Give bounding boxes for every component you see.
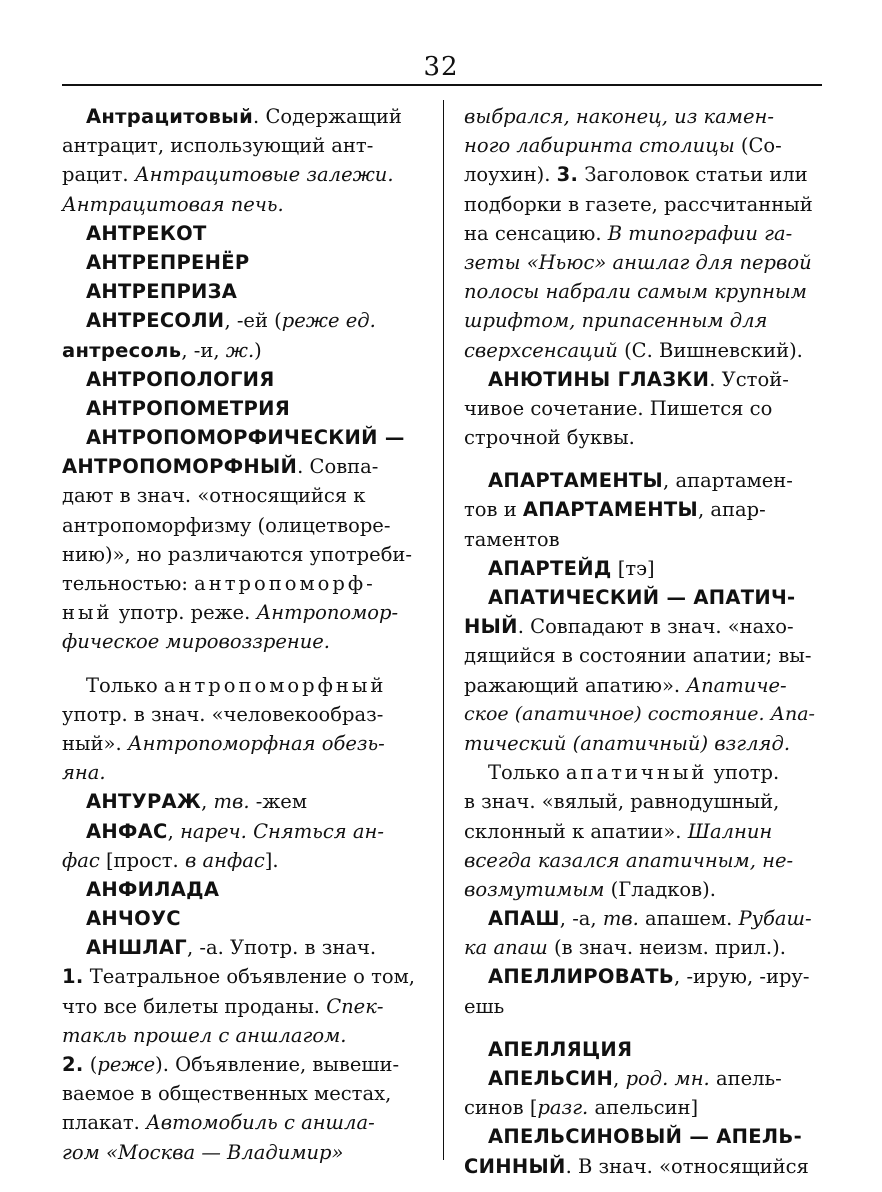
text-line	[464, 729, 820, 758]
text-line	[62, 365, 418, 394]
example-text: Антрацитовая печь.	[62, 192, 284, 216]
headword: 1.	[62, 965, 84, 989]
line-text: , апартамен-	[663, 469, 793, 493]
line-text: синов [	[464, 1096, 538, 1120]
headword: АПАТИЧЕСКИЙ — АПАТИЧ-	[488, 586, 796, 609]
line-text: апельсин]	[588, 1096, 699, 1120]
text-line	[464, 495, 820, 524]
example-text: Автомобиль с аншла-	[146, 1111, 375, 1135]
line-text: , -а. Употр. в знач.	[187, 936, 377, 960]
text-line	[464, 1152, 820, 1181]
text-line	[464, 817, 820, 846]
line-text: рацит.	[62, 163, 135, 187]
example-text: такль прошел с аншлагом.	[62, 1023, 347, 1047]
example-text: фас	[62, 848, 100, 872]
column-divider	[443, 100, 444, 1160]
text-line	[464, 1035, 820, 1064]
line-text: Театральное объявление о том,	[83, 965, 415, 989]
line-text: (Гладков).	[604, 877, 716, 901]
headword: АНТРОПОМЕТРИЯ	[86, 396, 291, 420]
line-text: . В знач. «относящийся	[565, 1154, 809, 1178]
line-text: апель-	[709, 1067, 782, 1090]
line-text: , -ей (	[224, 309, 282, 333]
text-line	[62, 190, 418, 219]
text-line	[62, 160, 418, 189]
line-text: склонный к апатии».	[464, 819, 688, 843]
line-text: ,	[167, 819, 181, 843]
text-line	[62, 598, 418, 627]
example-text: Антрацитовые залежи.	[134, 163, 394, 187]
line-text: тов и	[464, 498, 523, 522]
example-text: Антропомор-	[256, 601, 399, 625]
line-text: ешь	[464, 994, 505, 1018]
line-text: плакат.	[62, 1111, 147, 1135]
headword: 2.	[62, 1053, 84, 1076]
line-text: что все билеты проданы.	[62, 994, 327, 1018]
text-line	[62, 787, 418, 816]
line-text: употр. в знач. «человекообраз-	[62, 702, 384, 726]
headword: АНФАС	[86, 819, 168, 843]
line-text: ный».	[62, 731, 128, 755]
example-text: выбрался, наконец, из камен-	[464, 105, 774, 128]
line-text: дают в знач. «относящийся к	[62, 484, 366, 508]
line-text: лоухин).	[464, 163, 557, 187]
text-line	[62, 729, 418, 758]
headword: АНТРЕКОТ	[86, 221, 207, 245]
text-line	[62, 904, 418, 933]
text-line	[464, 248, 820, 277]
text-line	[62, 817, 418, 846]
text-line	[62, 131, 418, 160]
text-line	[62, 758, 418, 787]
example-text: всегда казался апатичным, не-	[464, 848, 794, 872]
headword: АНТРОПОЛОГИЯ	[86, 367, 275, 391]
text-line	[464, 277, 820, 306]
spaced-word: антропоморф-	[194, 572, 376, 595]
paragraph-gap	[464, 1021, 820, 1035]
text-line	[62, 1108, 418, 1137]
example-text: реже ед.	[281, 309, 376, 333]
headword: АНТРОПОМОРФНЫЙ	[62, 455, 298, 479]
line-text: антрацит, использующий ант-	[62, 134, 374, 158]
line-text: таментов	[464, 527, 560, 551]
line-text: ваемое в общественных местах,	[62, 1082, 392, 1106]
example-text: ж.	[225, 338, 255, 362]
headword: АПЕЛЬСИН	[488, 1067, 614, 1090]
line-text: , -а,	[559, 907, 603, 931]
text-line	[464, 1122, 820, 1151]
text-line	[62, 875, 418, 904]
line-text: в знач. «вялый, равнодушный,	[464, 790, 780, 814]
headword: АПЕЛЬСИНОВЫЙ — АПЕЛЬ-	[488, 1125, 802, 1149]
example-text: зеты «Ньюс» аншлаг для первой	[464, 250, 812, 274]
text-line	[464, 306, 820, 335]
headword: АНФИЛАДА	[86, 877, 220, 901]
example-text: Антропоморфная обезь-	[127, 731, 385, 755]
text-line	[464, 160, 820, 189]
example-text: Шалнин	[687, 819, 773, 843]
line-text: , апар-	[697, 498, 766, 522]
example-text: шрифтом, припасенным для	[464, 309, 768, 333]
example-text: Рубаш-	[738, 907, 812, 931]
headword: НЫЙ	[464, 615, 518, 639]
text-line	[464, 466, 820, 495]
text-line	[464, 1093, 820, 1122]
example-text: ское (апатичное) состояние. Апа-	[464, 702, 815, 725]
text-line	[62, 452, 418, 481]
text-line	[62, 481, 418, 510]
paragraph-gap	[62, 657, 418, 671]
text-line	[62, 423, 418, 452]
text-line	[464, 131, 820, 160]
headword: АНТУРАЖ	[86, 790, 202, 814]
text-line	[464, 219, 820, 248]
text-line	[464, 700, 820, 729]
text-line	[62, 306, 418, 335]
paragraph-gap	[464, 452, 820, 466]
headword: АНТРОПОМОРФИЧЕСКИЙ —	[86, 426, 405, 450]
line-text: . Совпадают в знач. «нахо-	[517, 615, 794, 639]
example-text: разг.	[537, 1096, 589, 1120]
line-text: употр.	[707, 761, 780, 785]
example-text: яна.	[62, 761, 106, 785]
text-line	[62, 336, 418, 365]
headword: АНТРЕСОЛИ	[86, 309, 225, 333]
line-text: ражающий апатию».	[464, 673, 687, 697]
line-text: Только	[488, 761, 566, 785]
spaced-word: антропоморфный	[163, 673, 387, 697]
headword: АПЕЛЛИРОВАТЬ	[488, 965, 675, 989]
text-line	[464, 423, 820, 452]
headword: АПАРТЕЙД	[488, 556, 612, 580]
line-text: тельностью:	[62, 572, 195, 595]
text-line	[464, 190, 820, 219]
headword: АНТРЕПРИЗА	[86, 280, 238, 304]
text-line	[62, 569, 418, 598]
example-text: фическое мировоззрение.	[62, 630, 331, 654]
line-text: ). Объявление, вывеши-	[155, 1053, 400, 1076]
left-column	[62, 102, 418, 1167]
text-line	[62, 933, 418, 962]
text-line	[464, 992, 820, 1021]
text-line	[62, 102, 418, 131]
example-text: полосы набрали самым крупным	[464, 280, 807, 304]
example-text: гом «Москва — Владимир»	[62, 1140, 344, 1164]
text-line	[464, 102, 820, 131]
line-text: строчной буквы.	[464, 426, 635, 450]
text-line	[464, 641, 820, 670]
line-text: нию)», но различаются употреби-	[62, 542, 413, 566]
line-text: ,	[201, 790, 214, 814]
example-text: в анфас	[184, 848, 265, 872]
line-text: ].	[264, 848, 279, 872]
example-text: тв.	[602, 907, 639, 931]
line-text: , -ирую, -иру-	[674, 965, 810, 989]
line-text: ,	[613, 1067, 626, 1090]
headword: АНТРЕПРЕНЁР	[86, 250, 250, 274]
text-line	[62, 394, 418, 423]
text-line	[464, 846, 820, 875]
line-text: [прост.	[99, 848, 185, 872]
text-line	[62, 540, 418, 569]
right-column	[464, 102, 820, 1181]
text-line	[464, 787, 820, 816]
text-line	[464, 583, 820, 612]
line-text: чивое сочетание. Пишется со	[464, 396, 773, 420]
spaced-word: ный	[62, 601, 113, 625]
text-line	[62, 627, 418, 656]
text-line	[62, 1021, 418, 1050]
text-line	[62, 700, 418, 729]
headword: СИННЫЙ	[464, 1154, 566, 1178]
line-text: (С. Вишневский).	[617, 338, 803, 362]
text-line	[464, 758, 820, 787]
example-text: нареч. Сняться ан-	[180, 819, 384, 843]
spaced-word: апатичный	[565, 761, 708, 785]
text-line	[464, 904, 820, 933]
line-text: . Содержащий	[253, 105, 402, 128]
text-line	[62, 846, 418, 875]
text-line	[62, 219, 418, 248]
text-line	[464, 525, 820, 554]
line-text: . Устой-	[709, 367, 789, 391]
text-line	[62, 511, 418, 540]
text-line	[464, 671, 820, 700]
line-text: (в знач. неизм. прил.).	[547, 936, 786, 960]
line-text: [тэ]	[611, 556, 655, 580]
text-line	[62, 992, 418, 1021]
text-line	[62, 1138, 418, 1167]
line-text: Только	[86, 673, 164, 697]
text-line	[464, 875, 820, 904]
text-line	[464, 933, 820, 962]
line-text: антропоморфизму (олицетворе-	[62, 513, 391, 537]
headword: Антрацитовый	[86, 105, 254, 128]
line-text: употр. реже.	[112, 601, 257, 625]
text-line	[464, 962, 820, 991]
example-text: сверхсенсаций	[464, 338, 618, 362]
example-text: Спек-	[326, 994, 384, 1018]
text-line	[62, 248, 418, 277]
headword: 3.	[556, 163, 579, 187]
line-text: (Со-	[734, 134, 782, 158]
headword: АНЮТИНЫ ГЛАЗКИ	[488, 367, 710, 391]
example-text: ного лабиринта столицы	[464, 134, 735, 158]
headword: АНШЛАГ	[86, 936, 188, 960]
headword: АПЕЛЛЯЦИЯ	[488, 1037, 633, 1061]
line-text: . Совпа-	[297, 455, 379, 479]
line-text: на сенсацию.	[464, 221, 608, 245]
headword: АПАШ	[488, 907, 560, 931]
line-text: подборки в газете, рассчитанный	[464, 192, 813, 216]
text-line	[464, 394, 820, 423]
line-text: апашем.	[638, 907, 739, 931]
headword: АНЧОУС	[86, 907, 181, 931]
example-text: тический (апатичный) взгляд.	[464, 731, 791, 755]
line-text: Заголовок статьи или	[578, 163, 808, 187]
example-text: тв.	[213, 790, 250, 814]
example-text: В типографии га-	[607, 221, 793, 245]
page-number: 32	[423, 52, 459, 82]
text-line	[62, 1079, 418, 1108]
line-text: , -и,	[181, 338, 226, 362]
text-line	[62, 1050, 418, 1079]
example-text: род. мн.	[625, 1067, 710, 1090]
line-text: (	[83, 1053, 98, 1076]
text-line	[464, 336, 820, 365]
text-line	[62, 962, 418, 991]
headword: АПАРТАМЕНТЫ	[522, 498, 698, 522]
line-text: -жем	[249, 790, 307, 814]
example-text: возмутимым	[464, 877, 605, 901]
headword: АПАРТАМЕНТЫ	[488, 469, 664, 493]
text-line	[464, 612, 820, 641]
text-line	[464, 365, 820, 394]
headword: антресоль	[62, 338, 182, 362]
text-line	[464, 554, 820, 583]
text-line	[464, 1064, 820, 1093]
example-text: реже	[97, 1053, 156, 1076]
text-line	[62, 277, 418, 306]
text-line	[62, 671, 418, 700]
line-text: )	[254, 338, 262, 362]
example-text: Апатиче-	[686, 673, 787, 697]
example-text: ка апаш	[464, 936, 548, 960]
line-text: дящийся в состоянии апатии; вы-	[464, 644, 812, 668]
header-rule	[62, 84, 822, 86]
